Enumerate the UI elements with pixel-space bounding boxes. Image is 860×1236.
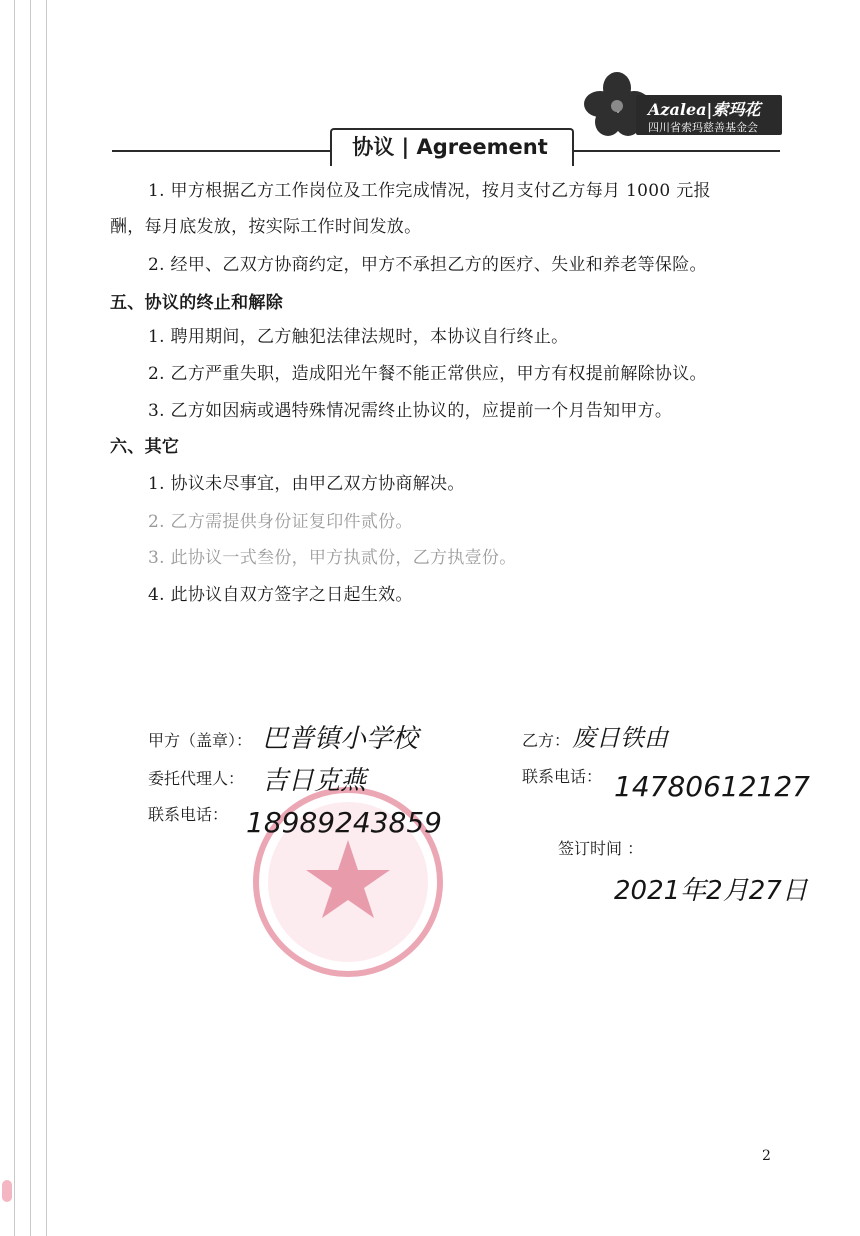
scan-edge-line [14, 0, 15, 1236]
agent-label: 委托代理人： [148, 769, 245, 788]
phone-a-handwritten: 18989243859 [246, 806, 442, 839]
party-b-signature: 废日铁由 [572, 724, 668, 752]
logo-main-text: Azalea|索玛花 [648, 100, 761, 119]
sign-date-handwritten: 2021年2月27日 [614, 876, 808, 906]
clause-line: 1. 甲方根据乙方工作岗位及工作完成情况，按月支付乙方每月 1000 元报 [148, 181, 711, 201]
section-heading: 五、协议的终止和解除 [110, 293, 283, 313]
party-a-label: 甲方（盖章）： [148, 731, 253, 750]
clause-line: 2. 乙方需提供身份证复印件贰份。 [148, 512, 413, 532]
logo-sub-text: 四川省索玛慈善基金会 [648, 121, 758, 134]
clause-line: 1. 协议未尽事宜，由甲乙双方协商解决。 [148, 474, 465, 494]
header-title: 协议 | Agreement [352, 135, 548, 159]
section-heading: 六、其它 [110, 437, 180, 457]
clause-line: 3. 乙方如因病或遇特殊情况需终止协议的，应提前一个月告知甲方。 [148, 401, 673, 421]
page-number: 2 [762, 1148, 771, 1164]
phone-b-handwritten: 14780612127 [614, 770, 810, 803]
clause-line: 2. 经甲、乙双方协商约定，甲方不承担乙方的医疗、失业和养老等保险。 [148, 255, 707, 275]
scan-mark [2, 1180, 12, 1202]
scan-edge-line [30, 0, 31, 1236]
scan-edge-line [46, 0, 47, 1236]
clause-line: 酬，每月底发放，按实际工作时间发放。 [110, 217, 422, 237]
clause-line: 1. 聘用期间，乙方触犯法律法规时，本协议自行终止。 [148, 327, 569, 347]
party-a-signature: 巴普镇小学校 [262, 724, 419, 754]
phone-b-label: 联系电话： [522, 767, 603, 786]
clause-line: 4. 此协议自双方签字之日起生效。 [148, 585, 413, 605]
phone-a-label: 联系电话： [148, 805, 229, 824]
clause-line: 3. 此协议一式叁份，甲方执贰份，乙方执壹份。 [148, 548, 517, 568]
sign-date-label: 签订时间 ： [558, 839, 644, 858]
party-b-label: 乙方： [522, 731, 571, 750]
clause-line: 2. 乙方严重失职，造成阳光午餐不能正常供应，甲方有权提前解除协议。 [148, 364, 707, 384]
agent-signature: 吉日克燕 [262, 766, 367, 796]
